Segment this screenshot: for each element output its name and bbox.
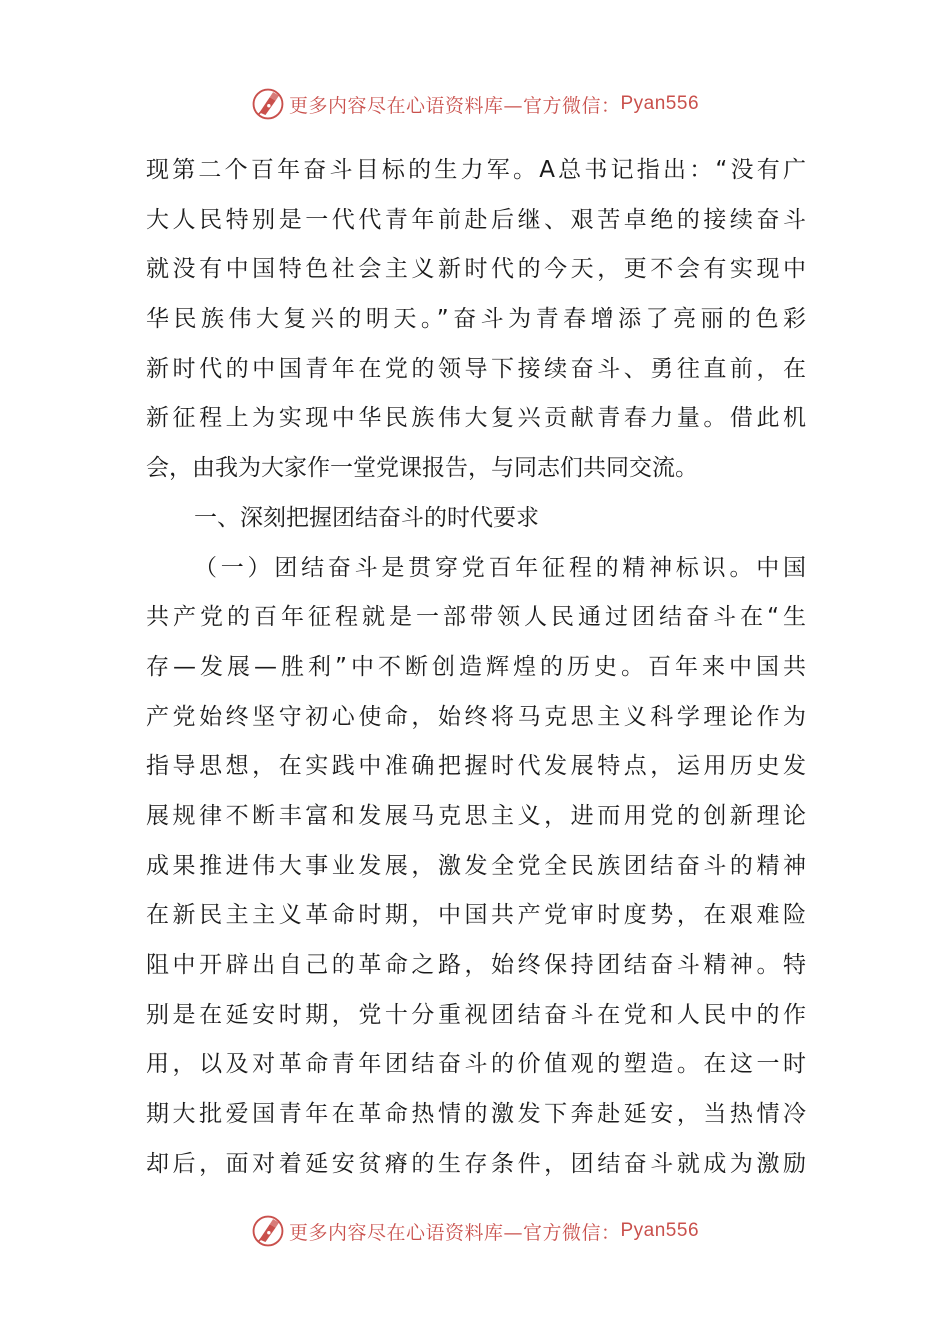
- text-line: 在新民主主义革命时期，中国共产党审时度势，在艰难险: [146, 902, 806, 929]
- text-line: 就没有中国特色社会主义新时代的今天，更不会有实现中: [146, 256, 806, 283]
- text-line: 大人民特别是一代代青年前赴后继、艰苦卓绝的接续奋斗: [146, 206, 806, 233]
- text-line: 指导思想，在实践中准确把握时代发展特点，运用历史发: [146, 753, 806, 780]
- section-heading: 一、深刻把握团结奋斗的时代要求: [194, 504, 539, 531]
- text-line: 存—发展—胜利”中不断创造辉煌的历史。百年来中国共: [146, 653, 806, 680]
- text-line: 展规律不断丰富和发展马克思主义，进而用党的创新理论: [146, 802, 806, 829]
- watermark-handle: Pyan556: [620, 1220, 700, 1241]
- text-line: 成果推进伟大事业发展，激发全党全民族团结奋斗的精神: [146, 852, 806, 879]
- pen-nib-logo-icon: [251, 87, 285, 121]
- text-line: 会，由我为大家作一堂党课报告，与同志们共同交流。: [146, 455, 698, 482]
- text-line: 共产党的百年征程就是一部带领人民通过团结奋斗在“生: [146, 604, 806, 631]
- text-line: 用，以及对革命青年团结奋斗的价值观的塑造。在这一时: [146, 1051, 806, 1078]
- text-line: 新征程上为实现中华民族伟大复兴贡献青春力量。借此机: [146, 405, 806, 432]
- text-line: （一）团结奋斗是贯穿党百年征程的精神标识。中国: [194, 554, 806, 581]
- watermark-handle: Pyan556: [620, 93, 700, 114]
- watermark-text: 更多内容尽在心语资料库—官方微信：: [288, 94, 621, 117]
- body-text: [146, 146, 806, 1189]
- text-line: 期大批爱国青年在革命热情的激发下奔赴延安，当热情冷: [146, 1101, 806, 1128]
- text-line: 产党始终坚守初心使命，始终将马克思主义科学理论作为: [146, 703, 806, 730]
- watermark-footer: [0, 1213, 950, 1249]
- watermark-header: [0, 86, 950, 122]
- text-line: 却后，面对着延安贫瘠的生存条件，团结奋斗就成为激励: [146, 1150, 806, 1177]
- text-line: 别是在延安时期，党十分重视团结奋斗在党和人民中的作: [146, 1001, 806, 1028]
- text-line: 阻中开辟出自己的革命之路，始终保持团结奋斗精神。特: [146, 952, 806, 978]
- watermark-text: 更多内容尽在心语资料库—官方微信：: [288, 1221, 621, 1244]
- text-line: 现第二个百年奋斗目标的生力军。A总书记指出：“没有广: [146, 157, 806, 183]
- text-line: 新时代的中国青年在党的领导下接续奋斗、勇往直前，在: [146, 355, 806, 382]
- pen-nib-logo-icon: [251, 1214, 285, 1248]
- text-line: 华民族伟大复兴的明天。”奋斗为青春增添了亮丽的色彩: [146, 306, 806, 333]
